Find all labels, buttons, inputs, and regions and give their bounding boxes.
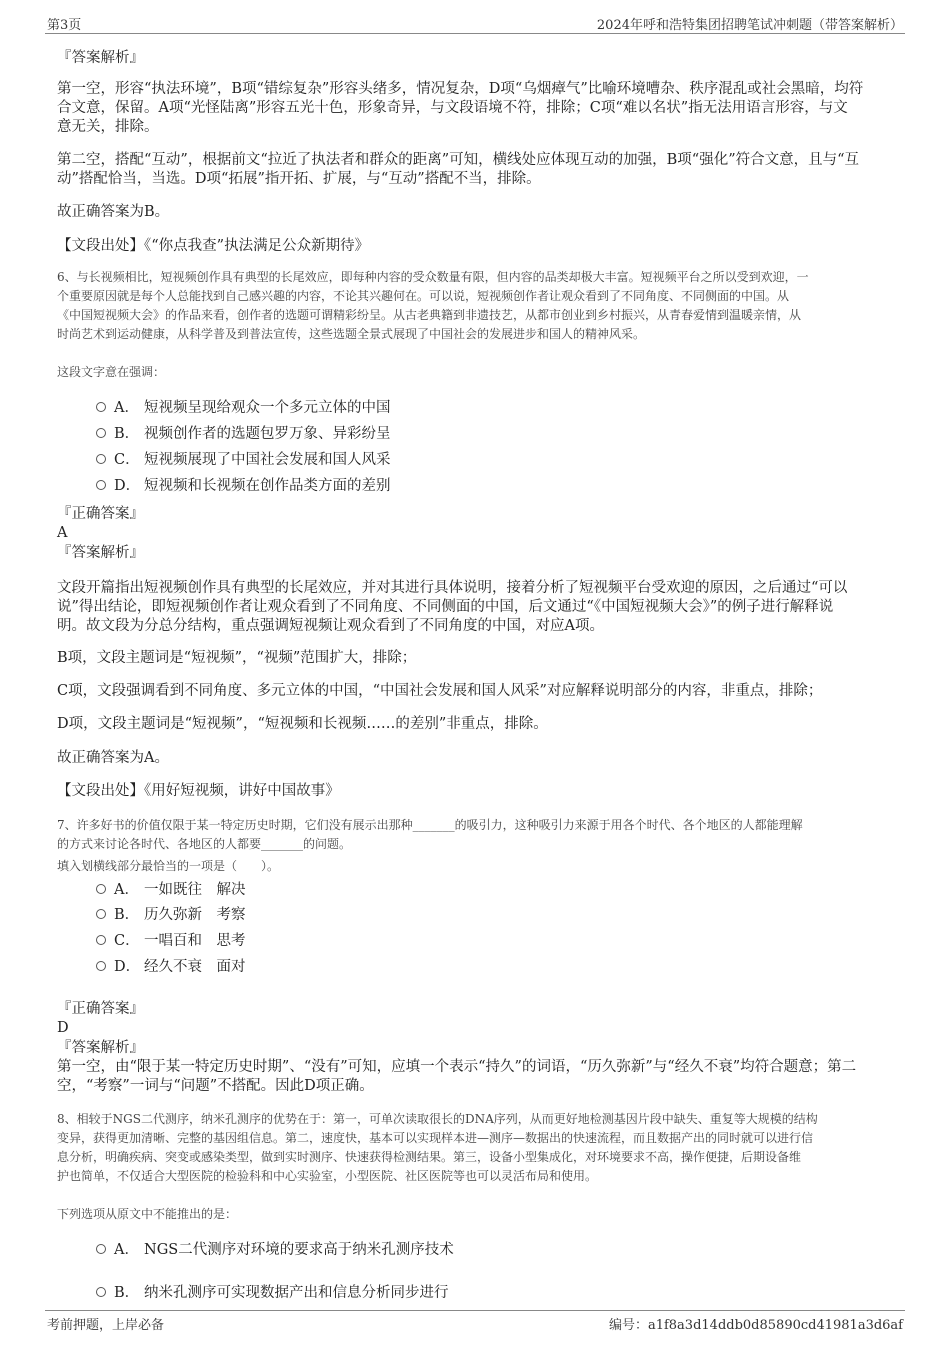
question-7-prompt: 填入划横线部分最恰当的一项是（ ）。 [57, 859, 280, 873]
option-b[interactable]: B． 纳米孔测序可实现数据产出和信息分析同步进行 [96, 1283, 449, 1303]
correct-answer-label: 『正确答案』 [57, 506, 144, 522]
option-c[interactable]: C． 短视频展现了中国社会发展和国人风采 [96, 450, 391, 470]
footer-slogan: 考前押题，上岸必备 [47, 1318, 165, 1333]
conclusion-text: 故正确答案为B。 [57, 204, 170, 220]
analysis-option-d: D项，文段主题词是“短视频”，“短视频和长视频……的差别”非重点，排除。 [57, 716, 548, 732]
source-text: 【文段出处】《“你点我查”执法满足公众新期待》 [57, 238, 370, 254]
analysis-paragraph: 第二空，搭配“互动”，根据前文“拉近了执法者和群众的距离”可知，横线处应体现互动的加强，B项“强化”符合文意，且与“互 动”搭配恰当，当选。D项“拓展”指开拓、扩展，与“互动”搭配不当，排除。 [57, 152, 860, 187]
radio-icon[interactable] [96, 909, 106, 919]
correct-answer: A [57, 525, 68, 541]
option-a[interactable]: A． 短视频呈现给观众一个多元立体的中国 [96, 398, 391, 418]
question-7-stem: 7、许多好书的价值仅限于某一特定历史时期，它们没有展示出那种_______的吸引力，这种吸引力来源于用各个时代、各个地区的人都能理解 的方式来讨论各时代、各地区的人都要_______的问题。 [57, 818, 803, 851]
analysis-paragraph: 第一空，形容“执法环境”，B项“错综复杂”形容头绪多，情况复杂，D项“乌烟瘴气”比喻环境嘈杂、秩序混乱或社会黑暗，均符 合文意，保留。A项“光怪陆离”形容五光十色，形象奇异，与文段语境不符，排除；C项“难以名状”指无法用语言形容，与文 意无关，排除。 [57, 81, 864, 135]
radio-icon[interactable] [96, 402, 106, 412]
option-b[interactable]: B． 历久弥新 考察 [96, 905, 246, 925]
radio-icon[interactable] [96, 1287, 106, 1297]
radio-icon[interactable] [96, 935, 106, 945]
option-d[interactable]: D． 短视频和长视频在创作品类方面的差别 [96, 476, 391, 496]
analysis-option-c: C项，文段强调看到不同角度、多元立体的中国，“中国社会发展和国人风采”对应解释说明部分的内容，非重点，排除； [57, 683, 823, 699]
analysis-paragraph: 第一空，由“限于某一特定历史时期”、“没有”可知，应填一个表示“持久”的词语，“历久弥新”与“经久不衰”均符合题意；第二 空，“考察”一词与“问题”不搭配。因此D项正确。 [57, 1059, 857, 1094]
radio-icon[interactable] [96, 480, 106, 490]
radio-icon[interactable] [96, 884, 106, 894]
source-text: 【文段出处】《用好短视频，讲好中国故事》 [57, 783, 340, 799]
document-title: 2024年呼和浩特集团招聘笔试冲刺题（带答案解析） [596, 18, 903, 33]
header-rule [45, 33, 905, 34]
analysis-label: 『答案解析』 [57, 50, 144, 66]
analysis-label: 『答案解析』 [57, 1040, 144, 1056]
correct-answer-label: 『正确答案』 [57, 1001, 144, 1017]
analysis-label: 『答案解析』 [57, 545, 144, 561]
analysis-option-b: B项，文段主题词是“短视频”，“视频”范围扩大，排除； [57, 650, 417, 666]
page-number: 第3页 [47, 18, 82, 33]
correct-answer: D [57, 1020, 69, 1036]
option-b[interactable]: B． 视频创作者的选题包罗万象、异彩纷呈 [96, 424, 391, 444]
radio-icon[interactable] [96, 428, 106, 438]
option-c[interactable]: C． 一唱百和 思考 [96, 931, 246, 951]
question-6-stem: 6、与长视频相比，短视频创作具有典型的长尾效应，即每种内容的受众数量有限，但内容的品类却极大丰富。短视频平台之所以受到欢迎，一 个重要原因就是每个人总能找到自己感兴趣的内容，不论其兴趣何在。可以说，短视频创作者让观众看到了不同角度、不同侧面的中国。从 《中国短视频大会》的作品来看，创作者的选题可谓精彩纷呈。从古老典籍到非遗技艺，从都市创业到乡村振兴，从青春爱情到温暖亲情，从 时尚艺术到运动健康，从科学普及到普法宣传，这些选题全景式展现了中国社会的发展进步和国人的精神风采。 [57, 270, 809, 341]
footer-rule [45, 1310, 905, 1311]
option-d[interactable]: D． 经久不衰 面对 [96, 957, 246, 977]
radio-icon[interactable] [96, 1244, 106, 1254]
analysis-paragraph: 文段开篇指出短视频创作具有典型的长尾效应，并对其进行具体说明，接着分析了短视频平台受欢迎的原因，之后通过“可以 说”得出结论，即短视频创作者让观众看到了不同角度、不同侧面的中国，后文通过“《中国短视频大会》”的例子进行解释说 明。故文段为分总分结构，重点强调短视频让观众看到了不同角度的中国，对应A项。 [57, 580, 848, 634]
question-6-prompt: 这段文字意在强调： [57, 365, 166, 379]
document-code: 编号：a1f8a3d14ddb0d85890cd41981a3d6af [608, 1318, 903, 1333]
question-8-stem: 8、相较于NGS二代测序，纳米孔测序的优势在于：第一，可单次读取很长的DNA序列，从而更好地检测基因片段中缺失、重复等大规模的结构 变异，获得更加清晰、完整的基因组信息。第二，速度快，基本可以实现样本进—测序—数据出的快速流程，而且数据产出的同时就可以进行信 息分析，明确疾病、突变或感染类型，做到实时测序、快速获得检测结果。第三，设备小型集成化，对环境要求不高，操作便捷，后期设备维 护也简单，不仅适合大型医院的检验科和中心实验室，小型医院、社区医院等也可以灵活布局和使用。 [57, 1112, 818, 1183]
question-8-prompt: 下列选项从原文中不能推出的是： [57, 1207, 238, 1221]
option-a[interactable]: A． 一如既往 解决 [96, 880, 246, 900]
radio-icon[interactable] [96, 961, 106, 971]
option-a[interactable]: A． NGS二代测序对环境的要求高于纳米孔测序技术 [96, 1240, 454, 1260]
conclusion-text: 故正确答案为A。 [57, 750, 169, 766]
radio-icon[interactable] [96, 454, 106, 464]
